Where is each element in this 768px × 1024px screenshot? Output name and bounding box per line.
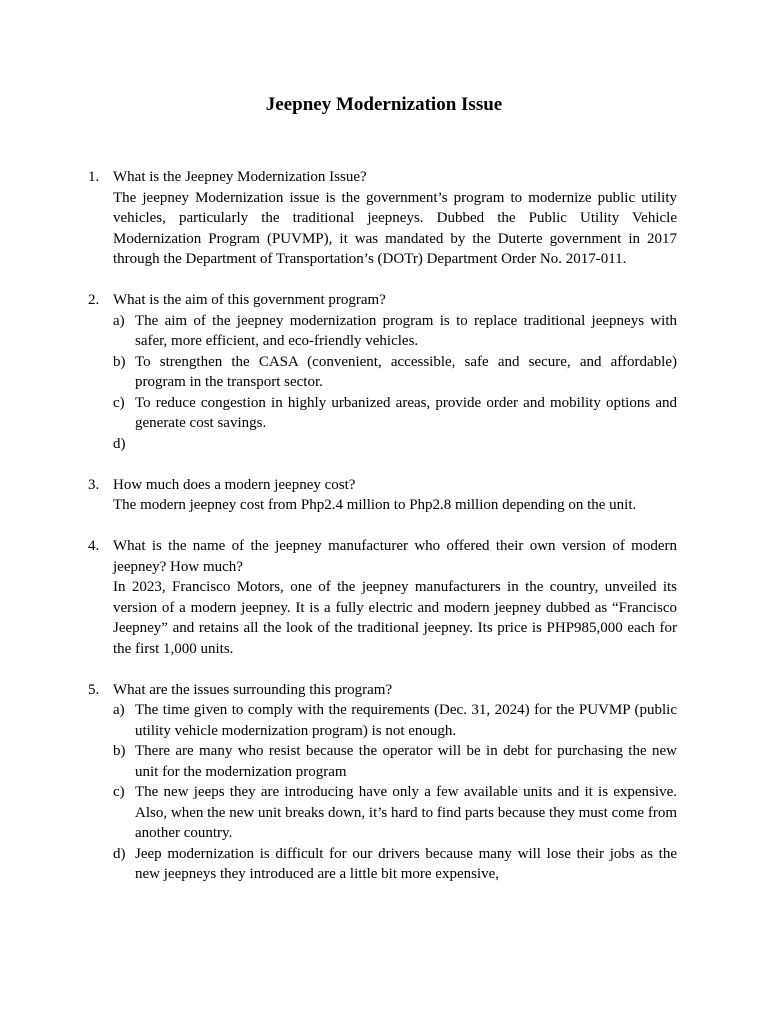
question-item	[88, 680, 677, 885]
subitem-label: c)	[113, 784, 125, 800]
answer-subitem	[113, 844, 677, 885]
answer-text: The jeepney Modernization issue is the government’s program to modernize public utility vehicles, particularly the traditional jeepneys. Dubbed the Public Utility Vehicle Modernization Program (PUVMP), it was mandated by the Duterte government in 2017 through the Department of Transportation’s (DOTr) Department Order No. 2017-011.	[113, 189, 677, 267]
question-item	[88, 475, 677, 516]
page-title: Jeepney Modernization Issue	[265, 94, 503, 115]
question-number: 2.	[88, 292, 100, 308]
question-text: What is the name of the jeepney manufacturer who offered their own version of modern jeepney? How much?	[113, 538, 677, 575]
subitem-text: The aim of the jeepney modernization program is to replace traditional jeepneys with safer, more efficient, and eco-friendly vehicles.	[135, 312, 677, 349]
question-item	[88, 290, 677, 454]
subitem-text: Jeep modernization is difficult for our drivers because many will lose their jobs as the new jeepneys they introduced are a little bit more expensive,	[135, 845, 677, 882]
subitem-label: a)	[113, 702, 125, 718]
subitem-text: The time given to comply with the requirements (Dec. 31, 2024) for the PUVMP (public utility vehicle modernization program) is not enough.	[135, 702, 677, 739]
answer-sublist	[113, 311, 677, 455]
question-number: 5.	[88, 681, 100, 698]
answer-text: The modern jeepney cost from Php2.4 million to Php2.8 million depending on the unit.	[113, 497, 637, 513]
answer-subitem	[113, 393, 677, 434]
question-text: What are the issues surrounding this program?	[113, 681, 393, 698]
subitem-text: There are many who resist because the operator will be in debt for purchasing the new unit for the modernization program	[135, 743, 677, 780]
subitem-label: d)	[113, 845, 126, 862]
question-number: 3.	[88, 476, 100, 493]
subitem-text: The new jeeps they are introducing have only a few available units and it is expensive. Also, when the new unit breaks down, it’s hard to find parts because they must come from another country.	[135, 784, 677, 841]
subitem-text: To strengthen the CASA (convenient, accessible, safe and secure, and affordable) program in the transport sector.	[135, 353, 677, 390]
subitem-label: d)	[113, 435, 126, 452]
question-text: How much does a modern jeepney cost?	[113, 476, 356, 493]
subitem-label: b)	[113, 743, 126, 759]
question-list	[88, 167, 677, 905]
question-item	[88, 536, 677, 659]
answer-subitem	[113, 700, 677, 741]
answer-subitem	[113, 352, 677, 393]
question-text: What is the aim of this government program?	[113, 292, 386, 308]
question-number: 4.	[88, 538, 100, 554]
question-text: What is the Jeepney Modernization Issue?	[113, 169, 367, 185]
answer-subitem	[113, 741, 677, 782]
subitem-label: c)	[113, 394, 125, 411]
subitem-label: b)	[113, 353, 126, 370]
subitem-label: a)	[113, 312, 125, 329]
answer-sublist	[113, 700, 677, 885]
subitem-text: To reduce congestion in highly urbanized areas, provide order and mobility options and generate cost savings.	[135, 394, 677, 431]
question-item	[88, 167, 677, 270]
question-number: 1.	[88, 169, 100, 185]
answer-subitem	[113, 782, 677, 844]
answer-text: In 2023, Francisco Motors, one of the jeepney manufacturers in the country, unveiled its version of a modern jeepney. It is a fully electric and modern jeepney dubbed as “Francisco Jeepney” and retains all the look of the traditional jeepney. Its price is PHP985,000 each for the first 1,000 units.	[113, 579, 677, 657]
answer-subitem	[113, 434, 677, 455]
answer-subitem	[113, 311, 677, 352]
